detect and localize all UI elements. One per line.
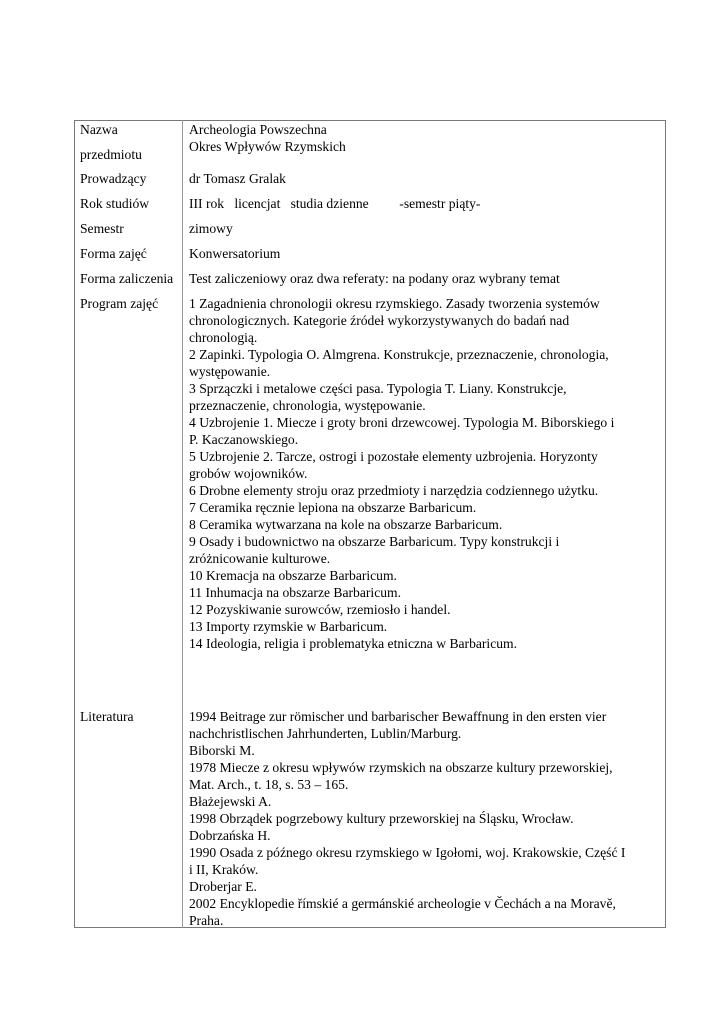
value-rok-studiow (189, 195, 667, 212)
value-nazwa-line2: Okres Wpływów Rzymskich (189, 139, 346, 154)
program-line: 5 Uzbrojenie 2. Tarcze, ostrogi i pozostałe elementy uzbrojenia. Horyzonty (189, 449, 598, 464)
literatura-line: 2002 Encyklopedie římskié a germánskié archeologie v Čechách a na Moravě, (189, 896, 616, 911)
program-line: 10 Kremacja na obszarze Barbaricum. (189, 568, 397, 583)
label-semestr: Semestr (80, 221, 124, 236)
label-forma-zajec: Forma zajęć (80, 246, 147, 261)
program-line: 7 Ceramika ręcznie lepiona na obszarze Barbaricum. (189, 500, 477, 515)
literatura-line: nachchristlischen Jahrhunderten, Lublin/Marburg. (189, 726, 462, 741)
rok-part1: III rok (189, 196, 225, 211)
program-line: chronologią. (189, 330, 258, 345)
value-forma-zajec: Konwersatorium (189, 246, 281, 261)
literatura-line: Droberjar E. (189, 879, 257, 894)
literatura-list (189, 708, 667, 929)
label-nazwa (80, 121, 118, 138)
literatura-line: Biborski M. (189, 743, 255, 758)
program-line: 11 Inhumacja na obszarze Barbaricum. (189, 585, 401, 600)
literatura-line: Mat. Arch., t. 18, s. 53 – 165. (189, 777, 349, 792)
label-rok-studiow: Rok studiów (80, 196, 150, 211)
literatura-line: 1990 Osada z późnego okresu rzymskiego w Igołomi, woj. Krakowskie, Część I (189, 845, 626, 860)
program-line: 13 Importy rzymskie w Barbaricum. (189, 619, 388, 634)
label-nazwa-line2: przedmiotu (80, 147, 142, 162)
program-line: zróżnicowanie kulturowe. (189, 551, 331, 566)
program-list (189, 295, 667, 652)
value-nazwa (189, 121, 667, 155)
rok-part2: licencjat (234, 196, 281, 211)
literatura-line: 1998 Obrządek pogrzebowy kultury przeworskiej na Śląsku, Wrocław. (189, 811, 574, 826)
value-semestr: zimowy (189, 221, 233, 236)
program-line: 8 Ceramika wytwarzana na kole na obszarze Barbaricum. (189, 517, 503, 532)
program-line: 12 Pozyskiwanie surowców, rzemiosło i handel. (189, 602, 451, 617)
program-line: 4 Uzbrojenie 1. Miecze i groty broni drzewcowej. Typologia M. Biborskiego i (189, 415, 615, 430)
literatura-line: 1994 Beitrage zur römischer und barbarischer Bewaffnung in den ersten vier (189, 709, 607, 724)
label-program-zajec: Program zajęć (80, 296, 159, 311)
program-line: chronologicznych. Kategorie źródeł wykorzystywanych do badań nad (189, 313, 570, 328)
program-line: 6 Drobne elementy stroju oraz przedmioty i narzędzia codziennego użytku. (189, 483, 599, 498)
program-line: 14 Ideologia, religia i problematyka etniczna w Barbaricum. (189, 636, 518, 651)
label-prowadzacy: Prowadzący (80, 171, 147, 186)
program-line: przeznaczenie, chronologia, występowanie. (189, 398, 426, 413)
rok-part4: -semestr piąty- (399, 196, 481, 211)
rok-part3: studia dzienne (290, 196, 369, 211)
literatura-line: i II, Kraków. (189, 862, 259, 877)
program-line: grobów wojowników. (189, 466, 308, 481)
literatura-line: Praha. (189, 913, 224, 928)
program-line: 1 Zagadnienia chronologii okresu rzymskiego. Zasady tworzenia systemów (189, 296, 600, 311)
label-literatura: Literatura (80, 709, 134, 724)
value-nazwa-line1: Archeologia Powszechna (189, 122, 327, 137)
program-line: występowanie. (189, 364, 271, 379)
column-divider (182, 120, 183, 928)
literatura-line: Dobrzańska H. (189, 828, 271, 843)
program-line: P. Kaczanowskiego. (189, 432, 299, 447)
literatura-line: Błażejewski A. (189, 794, 272, 809)
value-forma-zaliczenia: Test zaliczeniowy oraz dwa referaty: na podany oraz wybrany temat (189, 271, 560, 286)
literatura-line: 1978 Miecze z okresu wpływów rzymskich na obszarze kultury przeworskiej, (189, 760, 613, 775)
label-nazwa-line1: Nazwa (80, 122, 118, 137)
program-line: 2 Zapinki. Typologia O. Almgrena. Konstrukcje, przeznaczenie, chronologia, (189, 347, 609, 362)
label-forma-zaliczenia: Forma zaliczenia (80, 271, 174, 286)
program-line: 9 Osady i budownictwo na obszarze Barbaricum. Typy konstrukcji i (189, 534, 560, 549)
program-line: 3 Sprzączki i metalowe części pasa. Typologia T. Liany. Konstrukcje, (189, 381, 567, 396)
value-prowadzacy: dr Tomasz Gralak (189, 171, 286, 186)
label-przedmiotu (80, 146, 142, 163)
